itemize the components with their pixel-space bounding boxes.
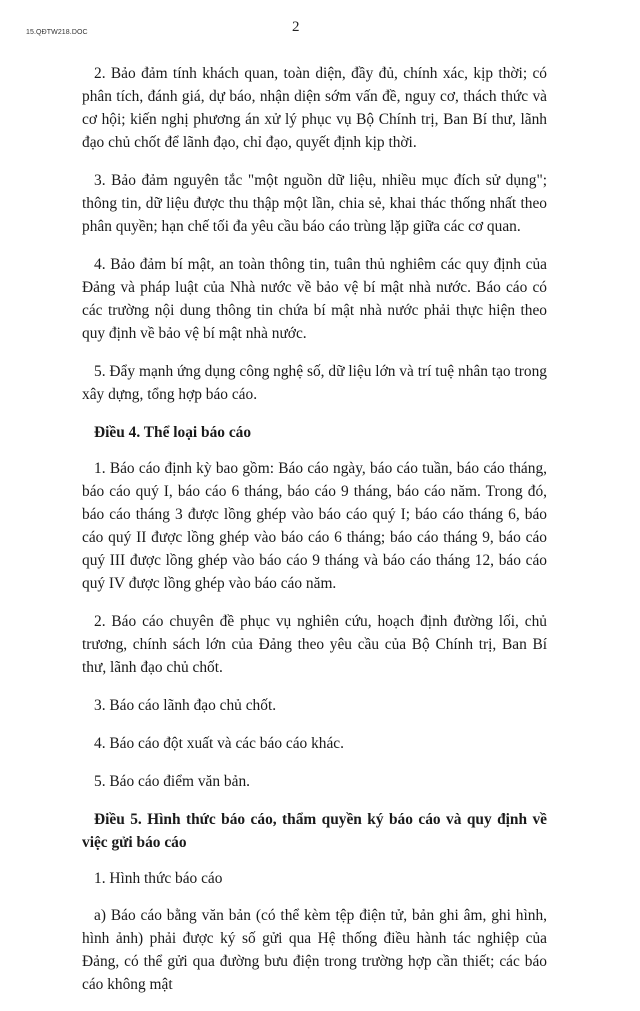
file-code: 15.QĐTW218.DOC xyxy=(26,29,88,36)
paragraph: 2. Bảo đảm tính khách quan, toàn diện, đầy đủ, chính xác, kịp thời; có phân tích, đánh giá, dự báo, nhận diện sớm vấn đề, nguy cơ, thách thức và cơ hội; kiến nghị phương án xử lý phục vụ Bộ Chính trị, Ban Bí thư, lãnh đạo chủ chốt để lãnh đạo, chỉ đạo, quyết định kịp thời. xyxy=(82,65,547,151)
paragraph: 1. Báo cáo định kỳ bao gồm: Báo cáo ngày, báo cáo tuần, báo cáo tháng, báo cáo quý I, báo cáo 6 tháng, báo cáo 9 tháng, báo cáo năm. Trong đó, báo cáo tháng 3 được lồng ghép vào báo cáo quý I; báo cáo tháng 6, báo cáo quý II được lồng ghép vào báo cáo 6 tháng; báo cáo tháng 9, báo cáo quý III được lồng ghép vào báo cáo 9 tháng và báo cáo tháng 12, báo cáo quý IV được lồng ghép vào báo cáo năm. xyxy=(82,460,547,592)
paragraph: 1. Hình thức báo cáo xyxy=(94,870,223,887)
paragraph: 4. Báo cáo đột xuất và các báo cáo khác. xyxy=(94,735,344,752)
article-heading: Điều 5. Hình thức báo cáo, thẩm quyền ký báo cáo và quy định về việc gửi báo cáo xyxy=(82,811,547,851)
paragraph: 4. Bảo đảm bí mật, an toàn thông tin, tuân thủ nghiêm các quy định của Đảng và pháp luật của Nhà nước về bảo vệ bí mật nhà nước. Báo cáo có các trường nội dung thông tin chứa bí mật nhà nước phải thực hiện theo quy định về bảo vệ bí mật nhà nước. xyxy=(82,256,547,342)
paragraph: 2. Báo cáo chuyên đề phục vụ nghiên cứu, hoạch định đường lối, chủ trương, chính sách lớn của Đảng theo yêu cầu của Bộ Chính trị, Ban Bí thư, lãnh đạo chủ chốt. xyxy=(82,613,547,676)
article-heading: Điều 4. Thể loại báo cáo xyxy=(94,424,252,441)
paragraph: 3. Báo cáo lãnh đạo chủ chốt. xyxy=(94,697,277,714)
page-number: 2 xyxy=(292,19,300,35)
paragraph: a) Báo cáo bằng văn bản (có thể kèm tệp điện tử, bản ghi âm, ghi hình, hình ảnh) phải được ký số gửi qua Hệ thống điều hành tác nghiệp của Đảng, có thể gửi qua đường bưu điện trong trường hợp cần thiết; các báo cáo không mật xyxy=(82,907,547,993)
paragraph: 3. Bảo đảm nguyên tắc "một nguồn dữ liệu, nhiều mục đích sử dụng"; thông tin, dữ liệu được thu thập một lần, chia sẻ, khai thác thống nhất theo phân quyền; hạn chế tối đa yêu cầu báo cáo trùng lặp giữa các cơ quan. xyxy=(82,172,547,235)
paragraph: 5. Đẩy mạnh ứng dụng công nghệ số, dữ liệu lớn và trí tuệ nhân tạo trong xây dựng, tổng hợp báo cáo. xyxy=(82,363,547,403)
paragraph: 5. Báo cáo điểm văn bản. xyxy=(94,773,250,790)
document-body xyxy=(82,62,547,1011)
